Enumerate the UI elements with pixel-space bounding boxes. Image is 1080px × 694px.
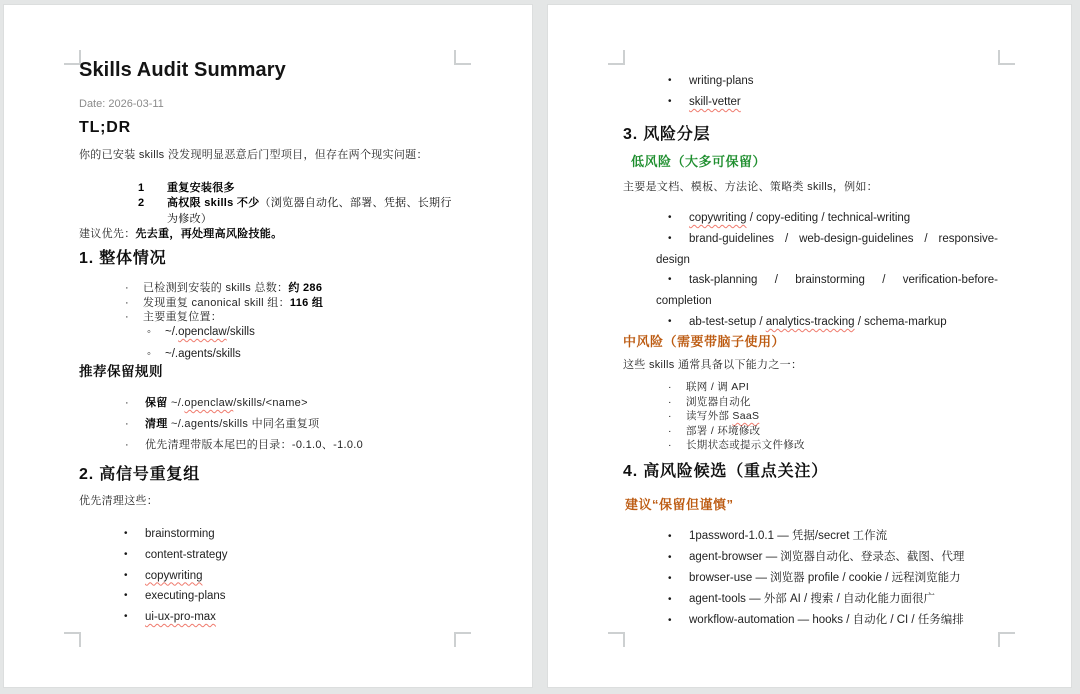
list-item: • content-strategy xyxy=(79,545,456,566)
low-risk-list xyxy=(623,208,998,333)
rules-list xyxy=(79,393,456,455)
list-item: • workflow-automation — hooks / 自动化 / CI / 任务编排 xyxy=(623,610,998,631)
list-item: • executing-plans xyxy=(79,586,456,607)
bullet-icon: • xyxy=(668,212,672,223)
high-risk-list xyxy=(623,526,998,631)
bullet-icon: • xyxy=(124,569,128,581)
bullet-icon: · xyxy=(125,311,129,324)
bullet-icon: • xyxy=(668,573,672,584)
list-item: • brainstorming xyxy=(79,524,456,545)
list-item: • agent-browser — 浏览器自动化、登录态、截图、代理 xyxy=(623,547,998,568)
bullet-icon: ◦ xyxy=(147,326,151,338)
bullet-icon: · xyxy=(125,296,129,309)
bullet-icon: • xyxy=(668,315,672,327)
crop-mark-bottom-right-icon xyxy=(454,632,471,647)
list-item: • writing-plans xyxy=(623,71,998,92)
bullet-icon: · xyxy=(125,282,129,294)
bullet-icon: · xyxy=(668,395,672,408)
bullet-icon: • xyxy=(668,274,672,286)
list-item: · 发现重复 canonical skill 组：116 组 xyxy=(125,296,324,309)
list-item: • ui-ux-pro-max xyxy=(79,607,456,628)
list-item: • agent-tools — 外部 AI / 搜索 / 自动化能力面很广 xyxy=(623,589,998,610)
section2-list-continued xyxy=(623,71,998,113)
list-item: ◦ ~/.agents/skills xyxy=(79,343,456,365)
risk-label-mid: 中风险（需要带脑子使用） xyxy=(623,334,786,349)
bullet-icon: • xyxy=(124,590,128,602)
bullet-icon: • xyxy=(668,232,672,244)
bullet-icon: · xyxy=(668,410,672,422)
page-right[interactable] xyxy=(547,4,1072,688)
list-item: ◦ ~/.openclaw/skills xyxy=(79,321,456,343)
tldr-numbered-list xyxy=(79,181,456,242)
list-item: · 浏览器自动化 xyxy=(668,395,751,408)
rules-heading: 推荐保留规则 xyxy=(79,364,163,379)
bullet-icon: ◦ xyxy=(147,348,151,360)
crop-mark-top-right-icon xyxy=(454,50,471,65)
bullet-icon: • xyxy=(124,548,128,560)
list-item: · 主要重复位置： xyxy=(125,311,223,324)
tldr-intro: 你的已安装 skills 没发现明显恶意后门型项目，但存在两个现实问题： xyxy=(79,149,428,161)
list-item: • task-planning / brainstorming / verification-before- completion xyxy=(623,270,998,312)
list-item: · 优先清理带版本尾巴的目录：-0.1.0、-1.0.0 xyxy=(79,435,456,456)
numbered-item: 1 重复安装很多 xyxy=(79,181,456,196)
numbered-item: 2 高权限 skills 不少（浏览器自动化、部署、凭据、长期行为修改） xyxy=(138,197,452,225)
section4-heading: 4. 高风险候选（重点关注） xyxy=(623,463,828,480)
section2-heading: 2. 高信号重复组 xyxy=(79,466,200,483)
crop-mark-bottom-right-icon xyxy=(998,632,1015,647)
list-item: • browser-use — 浏览器 profile / cookie / 远程浏览能力 xyxy=(623,568,998,589)
risk-label-low: 低风险（大多可保留） xyxy=(631,154,767,169)
section2-intro: 优先清理这些： xyxy=(79,495,159,507)
item-number: 1 xyxy=(138,182,145,194)
low-risk-intro: 主要是文档、模板、方法论、策略类 skills，例如： xyxy=(623,181,878,193)
section1-heading: 1. 整体情况 xyxy=(79,250,167,267)
section3-heading: 3. 风险分层 xyxy=(623,126,711,143)
list-item: • copywriting xyxy=(79,566,456,587)
list-item: • brand-guidelines / web-design-guidelines / responsive- design xyxy=(623,229,998,271)
bullet-icon: · xyxy=(668,424,672,437)
bullet-icon: · xyxy=(125,417,129,430)
mid-risk-intro: 这些 skills 通常具备以下能力之一： xyxy=(623,359,803,371)
list-item: · 清理 ~/.agents/skills 中同名重复项 xyxy=(79,414,456,435)
list-item: · 长期状态或提示文件修改 xyxy=(668,439,805,451)
section1-sublist xyxy=(79,321,456,365)
bullet-icon: • xyxy=(668,594,672,605)
bullet-icon: • xyxy=(668,95,672,107)
bullet-icon: • xyxy=(668,552,672,563)
list-item: • skill-vetter xyxy=(623,92,998,113)
list-item: · 读写外部 SaaS xyxy=(668,410,760,422)
list-item: · 联网 / 调 API xyxy=(668,381,750,393)
list-item: • copywriting / copy-editing / technical-writing xyxy=(623,208,998,229)
tldr-advice: 建议优先：先去重，再处理高风险技能。 xyxy=(79,227,283,240)
tldr-heading: TL;DR xyxy=(79,119,131,136)
section2-list xyxy=(79,524,456,628)
page-left[interactable] xyxy=(3,4,533,688)
list-item: · 已检测到安装的 skills 总数：约 286 xyxy=(125,282,323,294)
bullet-icon: · xyxy=(668,439,672,451)
bullet-icon: · xyxy=(125,438,129,451)
bullet-icon: • xyxy=(668,531,672,542)
section1-list xyxy=(79,281,456,325)
bullet-icon: • xyxy=(124,528,128,539)
bullet-icon: · xyxy=(125,397,129,409)
doc-date: Date: 2026-03-11 xyxy=(79,98,164,110)
crop-mark-top-right-icon xyxy=(998,50,1015,65)
list-item: · 部署 / 环境修改 xyxy=(668,424,761,437)
bullet-icon: • xyxy=(668,75,672,86)
item-number: 2 xyxy=(138,197,145,210)
bullet-icon: · xyxy=(668,381,672,393)
mid-risk-list xyxy=(623,380,998,453)
bullet-icon: • xyxy=(668,615,672,626)
risk-label-high-advice: 建议“保留但谨慎” xyxy=(625,497,734,512)
doc-title: Skills Audit Summary xyxy=(79,59,286,81)
list-item: • ab-test-setup / analytics-tracking / schema-markup xyxy=(623,312,998,333)
bullet-icon: • xyxy=(124,611,128,623)
list-item: • 1password-1.0.1 — 凭据/secret 工作流 xyxy=(623,526,998,547)
list-item: · 保留 ~/.openclaw/skills/<name> xyxy=(79,393,456,414)
